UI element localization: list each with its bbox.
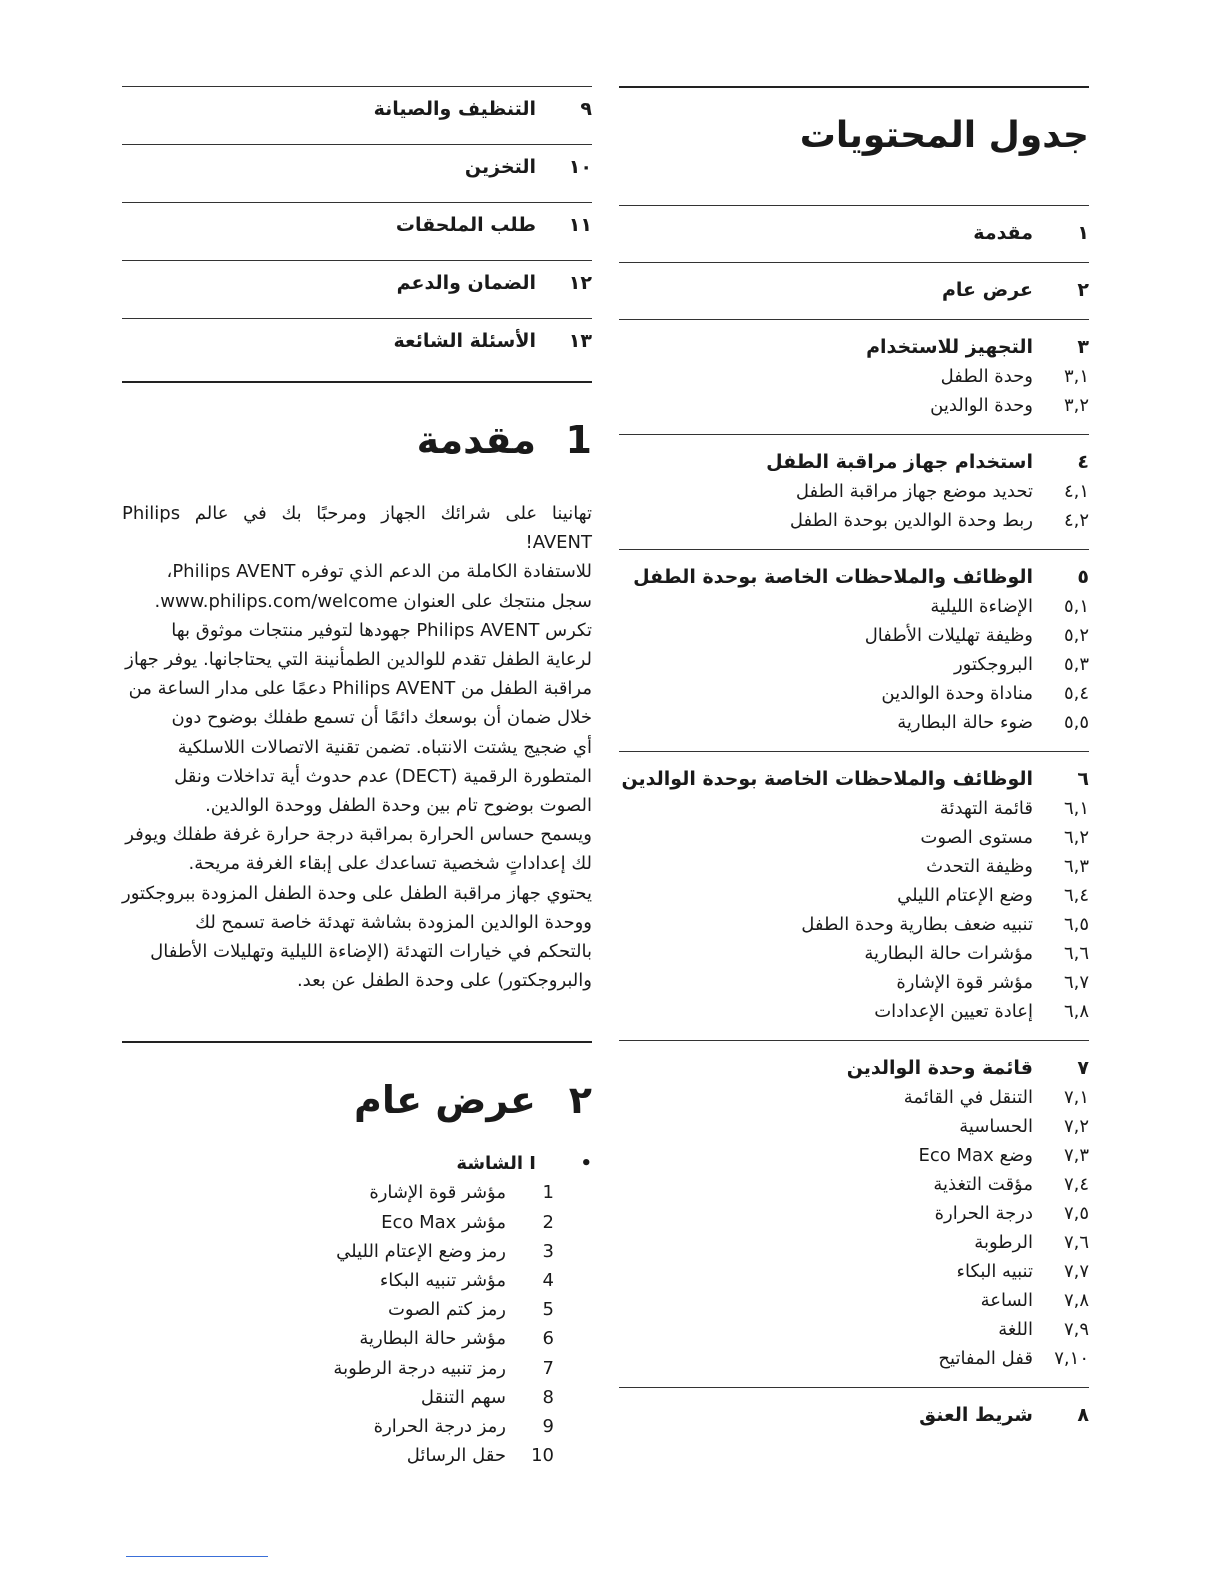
intro-line: الصوت بوضوح تام بين وحدة الطفل ووحدة الوالدين. bbox=[205, 795, 592, 817]
toc-entry-number: ١ bbox=[1077, 222, 1089, 244]
screen-part-item bbox=[122, 1383, 554, 1412]
toc-entry-number: ١٢ bbox=[568, 272, 592, 294]
toc-subentry-number: ٧,٣ bbox=[1063, 1145, 1089, 1166]
toc-subentry bbox=[619, 362, 1089, 391]
toc-entry-number: ٢ bbox=[1077, 279, 1089, 301]
intro-line: يحتوي جهاز مراقبة الطفل على وحدة الطفل المزودة ببروجكتور bbox=[122, 882, 592, 904]
toc-subentry-title: تنبيه البكاء bbox=[956, 1261, 1033, 1282]
toc-entry-number: ٤ bbox=[1077, 451, 1089, 473]
toc-entry-title: استخدام جهاز مراقبة الطفل bbox=[766, 451, 1033, 473]
toc-subentry-title: ربط وحدة الوالدين بوحدة الطفل bbox=[789, 510, 1033, 531]
toc-subentry bbox=[619, 1199, 1089, 1228]
toc-entry bbox=[619, 764, 1089, 794]
screen-part-item bbox=[122, 1441, 554, 1470]
content-column bbox=[122, 86, 592, 1470]
toc-section bbox=[619, 263, 1089, 319]
screen-part-label: حقل الرسائل bbox=[406, 1445, 506, 1467]
screen-part-number: 6 bbox=[542, 1328, 554, 1350]
screen-part-label: مؤشر Eco Max bbox=[381, 1211, 506, 1233]
intro-line: بالتحكم في خيارات التهدئة (الإضاءة الليلية وتهليلات الأطفال bbox=[150, 941, 592, 963]
toc-subentry-number: ٧,٤ bbox=[1063, 1174, 1089, 1195]
toc-subentry bbox=[619, 1170, 1089, 1199]
toc-subentry-title: الساعة bbox=[980, 1290, 1033, 1311]
intro-line: لرعاية الطفل تقدم للوالدين الطمأنينة التي يحتاجانها. يوفر جهاز bbox=[125, 649, 592, 671]
toc-entry bbox=[122, 319, 592, 376]
intro-line: تهانينا على شرائك الجهاز ومرحبًا بك في عالم Philips AVENT! bbox=[122, 503, 592, 554]
toc-subentry bbox=[619, 794, 1089, 823]
screen-title: I الشاشة bbox=[456, 1153, 536, 1175]
toc-entry-title: الضمان والدعم bbox=[396, 272, 536, 294]
screen-part-number: 5 bbox=[542, 1299, 554, 1321]
intro-line: مراقبة الطفل من Philips AVENT دعمًا على مدار الساعة من bbox=[128, 678, 592, 700]
toc-entry-number: ١١ bbox=[568, 214, 592, 236]
toc-subentry-number: ٦,٥ bbox=[1063, 914, 1089, 935]
toc-subentry-title: مناداة وحدة الوالدين bbox=[881, 683, 1033, 704]
overview-title: عرض عام bbox=[353, 1078, 536, 1123]
screen-part-number: 3 bbox=[542, 1240, 554, 1262]
toc-subentry-title: إعادة تعيين الإعدادات bbox=[874, 1001, 1033, 1022]
toc-subentry-title: وظيفة تهليلات الأطفال bbox=[864, 625, 1033, 646]
toc-entry-number: ٨ bbox=[1077, 1404, 1089, 1426]
toc-subentry bbox=[619, 1228, 1089, 1257]
toc-entry bbox=[122, 261, 592, 318]
screen-heading bbox=[122, 1149, 592, 1178]
toc-sections bbox=[619, 205, 1089, 1444]
screen-part-item bbox=[122, 1324, 554, 1353]
toc-entry-title: التخزين bbox=[464, 156, 536, 178]
toc-subentry-title: مؤشر قوة الإشارة bbox=[896, 972, 1033, 993]
toc-entry bbox=[619, 447, 1089, 477]
intro-line: خلال ضمان أن بوسعك دائمًا أن تسمع طفلك بوضوح دون bbox=[171, 707, 592, 729]
toc-subentry bbox=[619, 679, 1089, 708]
toc-entry-number: ٣ bbox=[1077, 336, 1089, 358]
screen-part-label: مؤشر حالة البطارية bbox=[359, 1328, 506, 1350]
screen-part-item bbox=[122, 1208, 554, 1237]
screen-part-label: رمز درجة الحرارة bbox=[373, 1415, 506, 1437]
toc-section bbox=[619, 752, 1089, 1040]
toc-title: جدول المحتويات bbox=[799, 115, 1089, 156]
toc-subentry-number: ٦,٦ bbox=[1063, 943, 1089, 964]
toc-subentry bbox=[619, 1141, 1089, 1170]
toc-subentry bbox=[619, 1083, 1089, 1112]
toc-subentry bbox=[619, 1315, 1089, 1344]
toc-entry-title: التجهيز للاستخدام bbox=[866, 336, 1033, 358]
toc-entry bbox=[619, 218, 1089, 248]
toc-entry-title: عرض عام bbox=[941, 279, 1033, 301]
screen-part-number: 9 bbox=[542, 1415, 554, 1437]
intro-line: ووحدة الوالدين المزودة بشاشة تهدئة خاصة تسمح لك bbox=[195, 911, 592, 933]
bullet-icon: • bbox=[580, 1153, 592, 1175]
toc-subentry-number: ٦,٤ bbox=[1063, 885, 1089, 906]
toc-subentry-title: وظيفة التحدث bbox=[926, 856, 1033, 877]
intro-line: ويسمح حساس الحرارة بمراقبة درجة حرارة غرفة طفلك ويوفر bbox=[125, 824, 592, 846]
screen-part-item bbox=[122, 1266, 554, 1295]
toc-subentry-number: ٥,٥ bbox=[1063, 712, 1089, 733]
toc-subentry-number: ٦,٨ bbox=[1063, 1001, 1089, 1022]
divider bbox=[122, 381, 592, 383]
toc-subentry-title: البروجكتور bbox=[953, 654, 1033, 675]
toc-subentry-title: مؤشرات حالة البطارية bbox=[864, 943, 1033, 964]
toc-subentry-number: ٥,١ bbox=[1063, 596, 1089, 617]
toc-subentry bbox=[619, 506, 1089, 535]
overview-number: ٢ bbox=[568, 1078, 592, 1123]
intro-line: سجل منتجك على العنوان www.philips.com/welcome. bbox=[154, 590, 592, 612]
screen-part-number: 7 bbox=[542, 1357, 554, 1379]
toc-subentry bbox=[619, 1257, 1089, 1286]
toc-subentry-title: اللغة bbox=[998, 1319, 1033, 1340]
screen-part-number: 8 bbox=[542, 1386, 554, 1408]
toc-subentry-title: وحدة الطفل bbox=[940, 366, 1033, 387]
screen-part-number: 10 bbox=[531, 1445, 554, 1467]
toc-entry-title: الوظائف والملاحظات الخاصة بوحدة الوالدين bbox=[621, 768, 1033, 790]
toc-entry bbox=[619, 332, 1089, 362]
intro-line: المتطورة الرقمية (DECT) عدم حدوث أية تداخلات ونقل bbox=[174, 765, 592, 787]
screen-part-label: مؤشر تنبيه البكاء bbox=[379, 1270, 506, 1292]
screen-part-item bbox=[122, 1178, 554, 1207]
toc-subentry-number: ٧,٨ bbox=[1063, 1290, 1089, 1311]
toc-subentry-number: ٦,٧ bbox=[1063, 972, 1089, 993]
toc-subentry-title: درجة الحرارة bbox=[934, 1203, 1033, 1224]
screen-part-label: سهم التنقل bbox=[420, 1386, 506, 1408]
toc-subentry-title: تحديد موضع جهاز مراقبة الطفل bbox=[795, 481, 1033, 502]
toc-subentry bbox=[619, 592, 1089, 621]
toc-subentry-title: وضع الإعتام الليلي bbox=[897, 885, 1033, 906]
intro-line: للاستفادة الكاملة من الدعم الذي توفره Philips AVENT، bbox=[166, 561, 592, 583]
screen-part-item bbox=[122, 1295, 554, 1324]
toc-entry bbox=[619, 275, 1089, 305]
toc-subentry bbox=[619, 997, 1089, 1026]
toc-section bbox=[619, 1388, 1089, 1444]
divider bbox=[122, 1041, 592, 1043]
toc-column bbox=[619, 86, 1089, 1444]
footer-link-line bbox=[126, 1556, 268, 1557]
toc-subentry-number: ٣,٢ bbox=[1063, 395, 1089, 416]
toc-section bbox=[619, 550, 1089, 751]
screen-part-number: 2 bbox=[542, 1211, 554, 1233]
toc-subentry-number: ٥,٣ bbox=[1063, 654, 1089, 675]
toc-subentry-number: ٣,١ bbox=[1063, 366, 1089, 387]
intro-line: لك إعداداتٍ شخصية تساعدك على إبقاء الغرفة مريحة. bbox=[188, 853, 592, 875]
toc-subentry-title: مؤقت التغذية bbox=[933, 1174, 1033, 1195]
toc-entry-title: قائمة وحدة الوالدين bbox=[846, 1057, 1033, 1079]
toc-entry-number: ١٣ bbox=[568, 330, 592, 352]
toc-subentry-title: وحدة الوالدين bbox=[930, 395, 1033, 416]
toc-subentry bbox=[619, 881, 1089, 910]
toc-entry-title: التنظيف والصيانة bbox=[373, 98, 536, 120]
toc-entry-title: شريط العنق bbox=[919, 1404, 1033, 1426]
toc-entry bbox=[122, 145, 592, 202]
screen-part-item bbox=[122, 1354, 554, 1383]
toc-subentry-number: ٥,٤ bbox=[1063, 683, 1089, 704]
toc-subentry bbox=[619, 621, 1089, 650]
toc-entry-number: ٩ bbox=[580, 98, 592, 120]
intro-line: تكرس Philips AVENT جهودها لتوفير منتجات موثوق بها bbox=[171, 619, 592, 641]
toc-entry-title: الوظائف والملاحظات الخاصة بوحدة الطفل bbox=[633, 566, 1033, 588]
intro-body bbox=[122, 499, 592, 995]
toc-entry-title: طلب الملحقات bbox=[395, 214, 536, 236]
toc-entry bbox=[122, 87, 592, 144]
intro-title: مقدمة bbox=[416, 418, 536, 462]
intro-heading bbox=[122, 405, 592, 475]
toc-entry-number: ٥ bbox=[1077, 566, 1089, 588]
toc-subentry bbox=[619, 1344, 1089, 1373]
toc-subentry-number: ٧,٩ bbox=[1063, 1319, 1089, 1340]
toc-subentry bbox=[619, 391, 1089, 420]
toc-subentry-number: ٧,٧ bbox=[1063, 1261, 1089, 1282]
toc-subentry-title: تنبيه ضعف بطارية وحدة الطفل bbox=[801, 914, 1033, 935]
toc-entry-number: ١٠ bbox=[568, 156, 592, 178]
toc-subentry-number: ٥,٢ bbox=[1063, 625, 1089, 646]
screen-part-label: رمز وضع الإعتام الليلي bbox=[336, 1240, 506, 1262]
screen-part-item bbox=[122, 1412, 554, 1441]
toc-subentry bbox=[619, 852, 1089, 881]
toc-subentry-number: ٧,٦ bbox=[1063, 1232, 1089, 1253]
screen-part-number: 1 bbox=[542, 1182, 554, 1204]
toc-entry bbox=[122, 203, 592, 260]
toc-subentry bbox=[619, 823, 1089, 852]
intro-line: أي ضجيج يشتت الانتباه. تضمن تقنية الاتصالات اللاسلكية bbox=[177, 736, 592, 758]
toc-continued bbox=[122, 86, 592, 376]
toc-entry-title: مقدمة bbox=[973, 222, 1033, 244]
toc-subentry-number: ٦,٢ bbox=[1063, 827, 1089, 848]
toc-subentry-title: وضع Eco Max bbox=[918, 1145, 1033, 1166]
toc-subentry bbox=[619, 968, 1089, 997]
toc-subentry-title: قفل المفاتيح bbox=[938, 1348, 1033, 1369]
toc-subentry bbox=[619, 1286, 1089, 1315]
toc-subentry bbox=[619, 939, 1089, 968]
screen-part-number: 4 bbox=[542, 1270, 554, 1292]
toc-subentry-number: ٤,١ bbox=[1063, 481, 1089, 502]
toc-subentry-number: ٧,١ bbox=[1063, 1087, 1089, 1108]
screen-part-item bbox=[122, 1237, 554, 1266]
toc-section bbox=[619, 1041, 1089, 1387]
screen-parts-list bbox=[122, 1178, 592, 1470]
toc-entry-number: ٦ bbox=[1077, 768, 1089, 790]
toc-subentry bbox=[619, 650, 1089, 679]
toc-entry bbox=[619, 562, 1089, 592]
toc-section bbox=[619, 206, 1089, 262]
toc-subentry-title: ضوء حالة البطارية bbox=[897, 712, 1033, 733]
toc-subentry-number: ٦,١ bbox=[1063, 798, 1089, 819]
toc-entry-title: الأسئلة الشائعة bbox=[393, 330, 536, 352]
toc-subentry-title: قائمة التهدئة bbox=[939, 798, 1033, 819]
intro-line: والبروجكتور) على وحدة الطفل عن بعد. bbox=[296, 970, 592, 992]
toc-entry-number: ٧ bbox=[1077, 1057, 1089, 1079]
toc-subentry-number: ٤,٢ bbox=[1063, 510, 1089, 531]
toc-subentry-number: ٧,١٠ bbox=[1054, 1348, 1089, 1369]
toc-entry bbox=[619, 1400, 1089, 1430]
overview-heading bbox=[122, 1065, 592, 1135]
toc-subentry-title: التنقل في القائمة bbox=[903, 1087, 1033, 1108]
toc-subentry-title: الرطوبة bbox=[974, 1232, 1033, 1253]
toc-subentry-title: الإضاءة الليلية bbox=[930, 596, 1033, 617]
toc-subentry-title: مستوى الصوت bbox=[920, 827, 1033, 848]
toc-subentry-number: ٦,٣ bbox=[1063, 856, 1089, 877]
screen-part-label: مؤشر قوة الإشارة bbox=[369, 1182, 506, 1204]
toc-subentry-number: ٧,٥ bbox=[1063, 1203, 1089, 1224]
toc-subentry-number: ٧,٢ bbox=[1063, 1116, 1089, 1137]
screen-part-label: رمز كتم الصوت bbox=[387, 1299, 506, 1321]
toc-subentry bbox=[619, 708, 1089, 737]
toc-subentry bbox=[619, 1112, 1089, 1141]
toc-section bbox=[619, 320, 1089, 434]
screen-part-label: رمز تنبيه درجة الرطوبة bbox=[333, 1357, 506, 1379]
toc-entry bbox=[619, 1053, 1089, 1083]
toc-section bbox=[619, 435, 1089, 549]
toc-subentry bbox=[619, 910, 1089, 939]
intro-number: 1 bbox=[565, 418, 592, 462]
toc-subentry-title: الحساسية bbox=[959, 1116, 1033, 1137]
toc-subentry bbox=[619, 477, 1089, 506]
